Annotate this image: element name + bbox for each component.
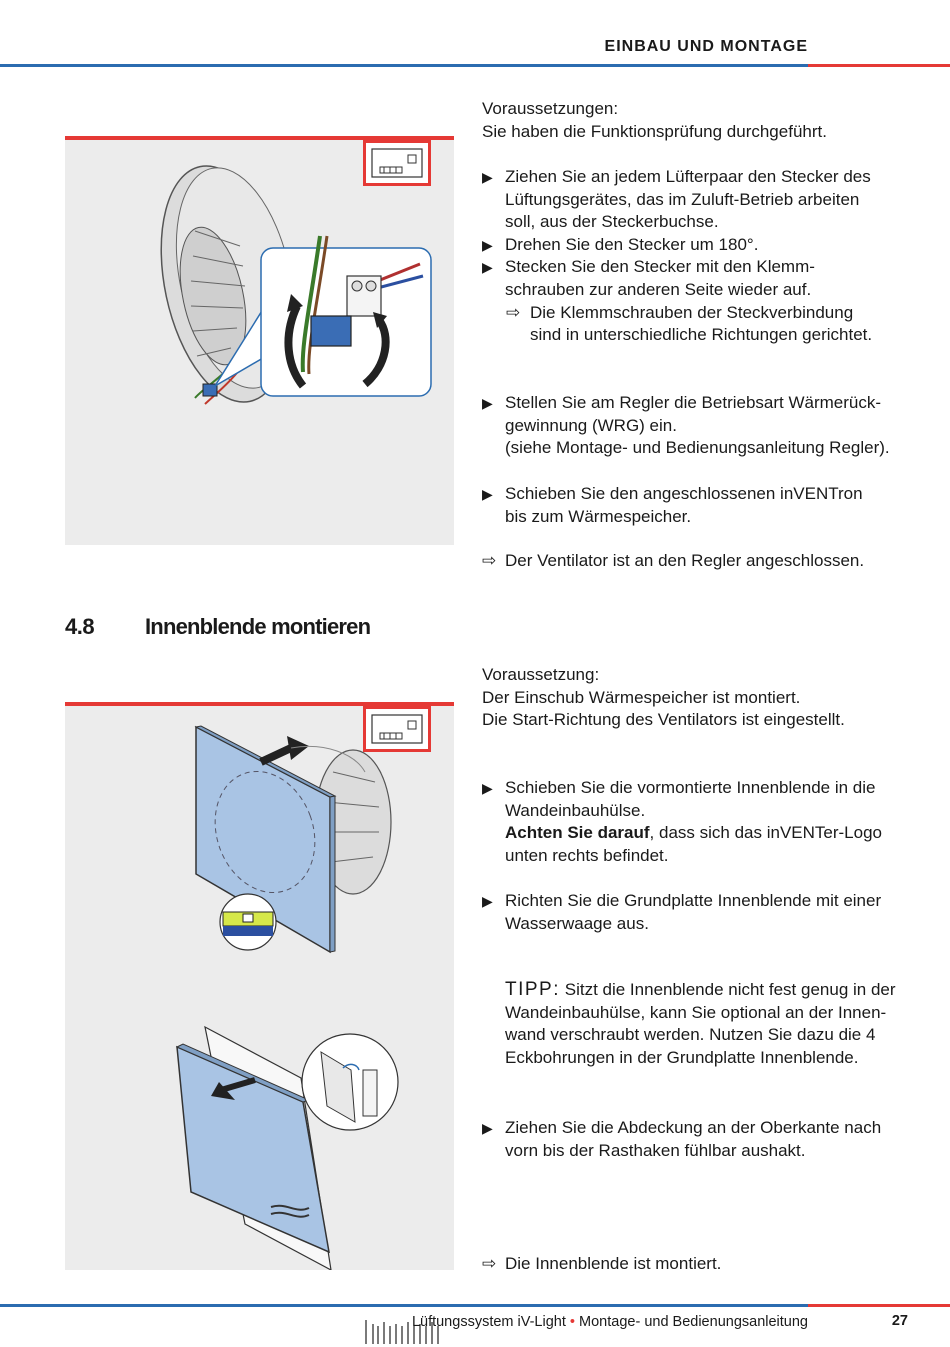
block1-text — [482, 98, 932, 143]
page-header-title: EINBAU UND MONTAGE — [604, 38, 808, 55]
section-number: 4.8 — [65, 614, 95, 639]
figure-inner-cover — [65, 702, 454, 1270]
prerequisites-label: Voraussetzungen: — [482, 99, 619, 118]
step-item: ▶ Schieben Sie den angeschlossenen inVENTron bis zum Wärmespeicher. — [482, 484, 863, 526]
triangle-right-icon: ▶ — [482, 395, 493, 411]
triangle-right-icon: ▶ — [482, 236, 493, 253]
hollow-arrow-right-icon: ⇨ — [506, 302, 521, 322]
triangle-right-icon: ▶ — [482, 780, 493, 796]
prerequisites-text: Sie haben die Funktionsprüfung durchgeführt. — [482, 121, 827, 141]
triangle-right-icon: ▶ — [482, 1120, 493, 1136]
block2-result — [482, 1253, 932, 1276]
footer-doc-title: Lüftungssystem iV-Light • Montage- und Bedienungsanleitung — [411, 1314, 808, 1330]
header-rule — [0, 64, 950, 67]
block1-step-b — [482, 392, 932, 460]
prerequisite-label: Voraussetzung: — [482, 665, 600, 684]
footer-rule — [0, 1304, 950, 1307]
emphasis-text: Achten Sie darauf — [505, 823, 650, 843]
block1-result — [482, 550, 932, 573]
page-number: 27 — [891, 1313, 908, 1329]
block2-prereq: Voraussetzung: Der Einschub Wärmespeicher ist montiert. Die Start-Richtung des Ventilators ist eingestellt. — [482, 664, 932, 732]
block2-step-b — [482, 890, 932, 935]
triangle-right-icon: ▶ — [482, 486, 493, 502]
inner-cover-illustration — [65, 702, 454, 1270]
triangle-right-icon: ▶ — [482, 259, 493, 276]
result-item: ⇨ Die Innenblende ist montiert. — [482, 1253, 932, 1276]
block1-step-c — [482, 483, 932, 528]
block1-steps — [482, 166, 932, 347]
sub-result-item: ⇨ Die Klemmschrauben der Steckverbindung sind in unterschiedliche Richtungen gerichtet. — [506, 302, 873, 345]
step-item: ▶ Richten Sie die Grundplatte Innenblende mit einer Wasserwaage aus. — [482, 891, 882, 933]
step-item: ▶ Drehen Sie den Stecker um 180°. — [482, 234, 932, 257]
triangle-right-icon: ▶ — [482, 893, 493, 909]
block2-step-a — [482, 777, 932, 867]
hollow-arrow-right-icon: ⇨ — [482, 551, 497, 570]
hollow-arrow-right-icon: ⇨ — [482, 1254, 497, 1273]
step-item: ▶ Stellen Sie am Regler die Betriebsart Wärmerück- gewinnung (WRG) ein. (siehe Montage- und Bedienungsanleitung Regler). — [482, 393, 890, 458]
result-item: ⇨ Der Ventilator ist an den Regler angeschlossen. — [482, 550, 932, 573]
section-title: Innenblende montieren — [145, 614, 371, 639]
tip-box: TIPP: Sitzt die Innenblende nicht fest genug in der Wandeinbauhülse, kann Sie optional an der Innen- wand verschraubt werden. Nutzen Sie dazu die 4 Eckbohrungen in der Grundplatte Innenblende. — [505, 979, 896, 1067]
tip-label: TIPP: — [505, 979, 561, 1000]
fan-plug-illustration — [65, 136, 454, 545]
step-item: ▶ Schieben Sie die vormontierte Innenblende in die Wandeinbauhülse. Achten Sie darauf, dass sich das inVENTer-Logo unten rechts befindet. — [482, 778, 882, 865]
footer-bullet: • — [569, 1314, 575, 1330]
figure-plug-rotation — [65, 136, 454, 545]
step-item: ▶ Stecken Sie den Stecker mit den Klemm- schrauben zur anderen Seite wieder auf. — [482, 257, 815, 299]
step-item: ▶ Ziehen Sie an jedem Lüfterpaar den Stecker des Lüftungsgerätes, das im Zuluft-Betrieb arbeiten soll, aus der Steckerbuchse. — [482, 167, 871, 232]
step-item: ▶ Ziehen Sie die Abdeckung an der Oberkante nach vorn bis der Rasthaken fühlbar aushakt. — [482, 1118, 882, 1160]
block2-step-c — [482, 1117, 932, 1162]
triangle-right-icon: ▶ — [482, 169, 493, 185]
